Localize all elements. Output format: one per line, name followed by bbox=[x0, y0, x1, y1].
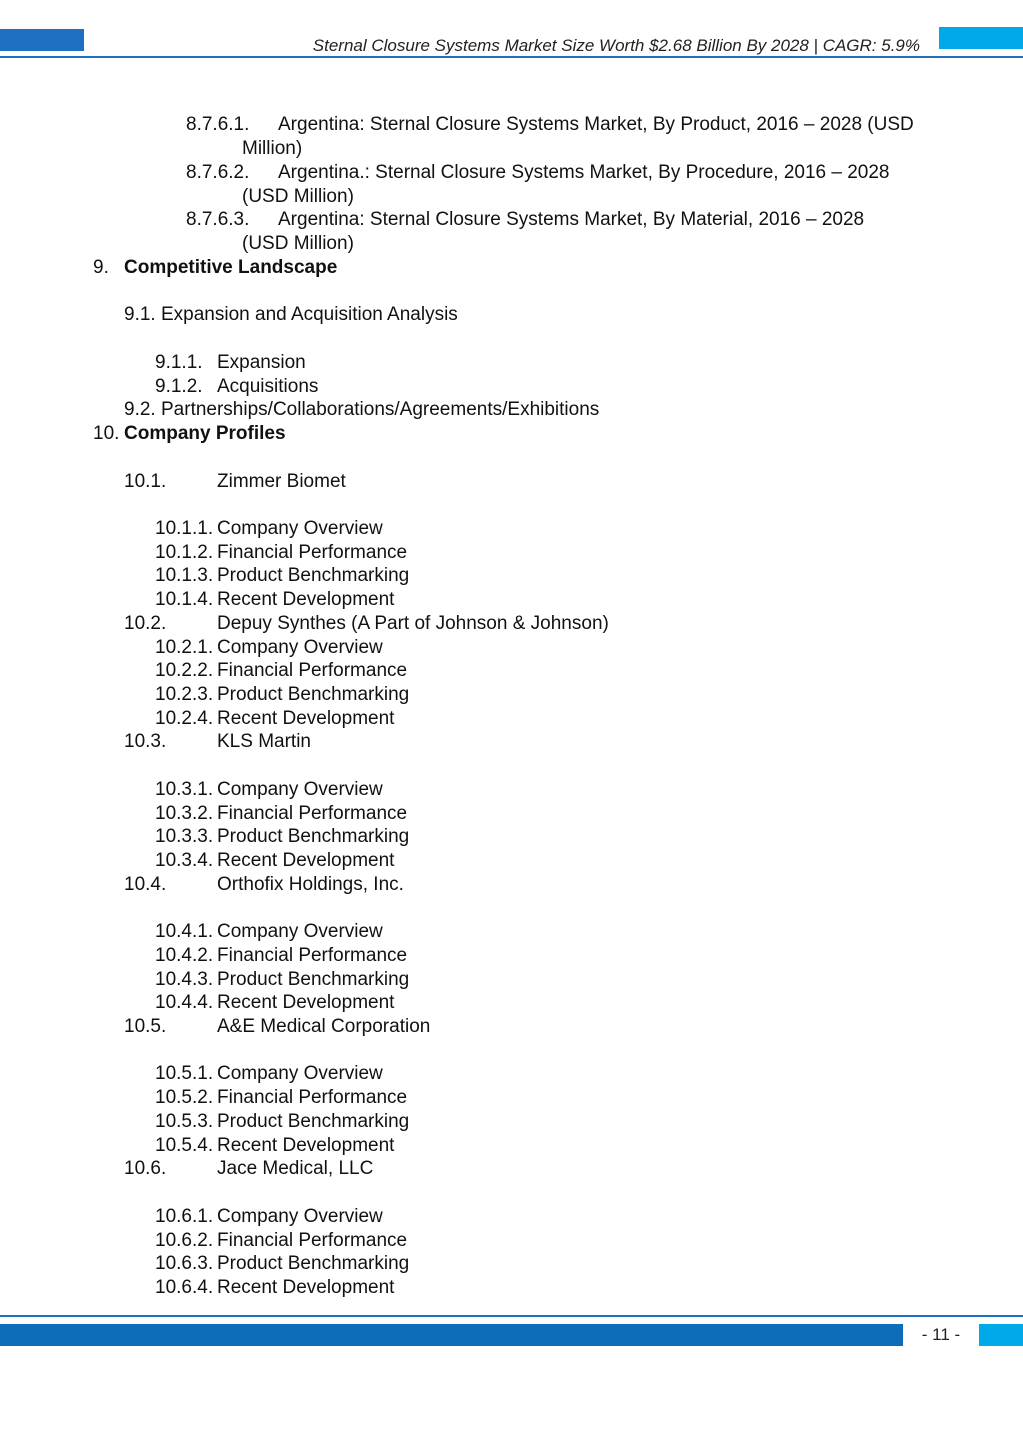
toc-entry-number: 10.4.1. bbox=[155, 921, 214, 942]
toc-entry-text: Orthofix Holdings, Inc. bbox=[217, 874, 404, 895]
toc-entry-number: 10.2.1. bbox=[155, 637, 214, 658]
toc-entry-text: Financial Performance bbox=[217, 945, 408, 966]
toc-entry-text: Company Overview bbox=[217, 779, 383, 800]
toc-entry-text: Recent Development bbox=[217, 708, 395, 729]
toc-entry-number: 8.7.6.2. bbox=[186, 162, 250, 183]
toc-entry-number: 10.5.3. bbox=[155, 1111, 214, 1132]
toc-entry-number: 10.5.1. bbox=[155, 1063, 214, 1084]
toc-entry-number: 10. bbox=[93, 423, 120, 444]
header-accent-right bbox=[939, 27, 1023, 49]
toc-entry-number: 8.7.6.1. bbox=[186, 114, 250, 135]
toc-entry-text: Company Overview bbox=[217, 921, 383, 942]
toc-entry-number: 10.3.1. bbox=[155, 779, 214, 800]
toc-entry-text: Product Benchmarking bbox=[217, 565, 410, 586]
footer-rule bbox=[0, 1315, 1023, 1317]
toc-entry-text: Expansion and Acquisition Analysis bbox=[161, 304, 458, 325]
toc-entry-text: Product Benchmarking bbox=[217, 1111, 410, 1132]
toc-entry-number: 10.6.3. bbox=[155, 1253, 214, 1274]
toc-entry-continuation: (USD Million) bbox=[242, 186, 354, 207]
toc-entry-text: Partnerships/Collaborations/Agreements/Exhibitions bbox=[161, 399, 600, 420]
toc-entry-number: 10.2.2. bbox=[155, 660, 214, 681]
toc-entry-text: Recent Development bbox=[217, 1135, 395, 1156]
toc-entry-text: Company Overview bbox=[217, 518, 383, 539]
toc-entry-text: Depuy Synthes (A Part of Johnson & Johnson) bbox=[217, 613, 609, 634]
toc-entry-number: 10.6.2. bbox=[155, 1230, 214, 1251]
footer-accent-right bbox=[979, 1324, 1023, 1346]
toc-entry-continuation: Million) bbox=[242, 138, 303, 159]
toc-entry-number: 10.1.2. bbox=[155, 542, 214, 563]
toc-entry-text: Financial Performance bbox=[217, 1230, 408, 1251]
toc-entry-text: Expansion bbox=[217, 352, 306, 373]
toc-entry-number: 10.2. bbox=[124, 613, 167, 634]
toc-entry-text: Company Profiles bbox=[124, 423, 286, 444]
toc-entry-number: 10.4.3. bbox=[155, 969, 214, 990]
toc-entry-number: 10.1.4. bbox=[155, 589, 214, 610]
toc-entry-text: Argentina: Sternal Closure Systems Market, By Product, 2016 – 2028 (USD bbox=[278, 114, 914, 135]
toc-entry-number: 9.1.1. bbox=[155, 352, 203, 373]
toc-entry-continuation: (USD Million) bbox=[242, 233, 354, 254]
toc-entry-text: Financial Performance bbox=[217, 1087, 408, 1108]
toc-entry-number: 10.4. bbox=[124, 874, 167, 895]
toc-entry-number: 9.1. bbox=[124, 304, 156, 325]
toc-entry-text: Company Overview bbox=[217, 637, 383, 658]
toc-entry-text: Jace Medical, LLC bbox=[217, 1158, 374, 1179]
toc-entry-number: 8.7.6.3. bbox=[186, 209, 250, 230]
toc-entry-number: 10.3.2. bbox=[155, 803, 214, 824]
toc-entry-text: Acquisitions bbox=[217, 376, 319, 397]
toc-entry-text: Recent Development bbox=[217, 850, 395, 871]
toc-entry-number: 10.6.1. bbox=[155, 1206, 214, 1227]
header-accent-left bbox=[0, 29, 84, 51]
page-number: - 11 - bbox=[921, 1325, 961, 1344]
toc-entry-number: 10.5. bbox=[124, 1016, 167, 1037]
toc-entry-number: 10.3.4. bbox=[155, 850, 214, 871]
toc-entry-text: Recent Development bbox=[217, 992, 395, 1013]
toc-entry-number: 10.5.2. bbox=[155, 1087, 214, 1108]
toc-entry-number: 9.1.2. bbox=[155, 376, 203, 397]
toc-entry-text: Financial Performance bbox=[217, 803, 408, 824]
toc-entry-number: 10.5.4. bbox=[155, 1135, 214, 1156]
toc-entry-text: Financial Performance bbox=[217, 542, 408, 563]
header-rule bbox=[0, 56, 1023, 58]
toc-entry-text: Product Benchmarking bbox=[217, 969, 410, 990]
toc-entry-number: 9.2. bbox=[124, 399, 156, 420]
toc-entry-number: 10.4.4. bbox=[155, 992, 214, 1013]
toc-entry-text: Product Benchmarking bbox=[217, 826, 410, 847]
toc-entry-text: A&E Medical Corporation bbox=[217, 1016, 431, 1037]
toc-entry-text: Zimmer Biomet bbox=[217, 471, 346, 492]
toc-entry-text: Argentina: Sternal Closure Systems Market, By Material, 2016 – 2028 bbox=[278, 209, 865, 230]
toc-entry-number: 10.1.1. bbox=[155, 518, 214, 539]
toc-entry-text: Company Overview bbox=[217, 1206, 383, 1227]
toc-entry-text: Recent Development bbox=[217, 589, 395, 610]
toc-entry-text: Financial Performance bbox=[217, 660, 408, 681]
toc-entry-text: Argentina.: Sternal Closure Systems Market, By Procedure, 2016 – 2028 bbox=[278, 162, 890, 183]
toc-entry-number: 10.2.3. bbox=[155, 684, 214, 705]
toc-entry-text: Product Benchmarking bbox=[217, 1253, 410, 1274]
toc-entry-number: 10.3.3. bbox=[155, 826, 214, 847]
toc-entry-text: Company Overview bbox=[217, 1063, 383, 1084]
toc-entry-number: 10.4.2. bbox=[155, 945, 214, 966]
toc-entry-text: Product Benchmarking bbox=[217, 684, 410, 705]
footer-accent-bar bbox=[0, 1324, 903, 1346]
toc-entry-number: 9. bbox=[93, 257, 109, 278]
toc-entry-number: 10.3. bbox=[124, 731, 167, 752]
toc-entry-number: 10.6. bbox=[124, 1158, 167, 1179]
toc-entry-number: 10.1.3. bbox=[155, 565, 214, 586]
toc-entry-number: 10.6.4. bbox=[155, 1277, 214, 1298]
toc-entry-number: 10.1. bbox=[124, 471, 167, 492]
toc-entry-text: Competitive Landscape bbox=[124, 257, 338, 278]
page-header-title: Sternal Closure Systems Market Size Worth $2.68 Billion By 2028 | CAGR: 5.9% bbox=[312, 36, 920, 55]
toc-entry-text: Recent Development bbox=[217, 1277, 395, 1298]
toc-entry-number: 10.2.4. bbox=[155, 708, 214, 729]
toc-entry-text: KLS Martin bbox=[217, 731, 311, 752]
